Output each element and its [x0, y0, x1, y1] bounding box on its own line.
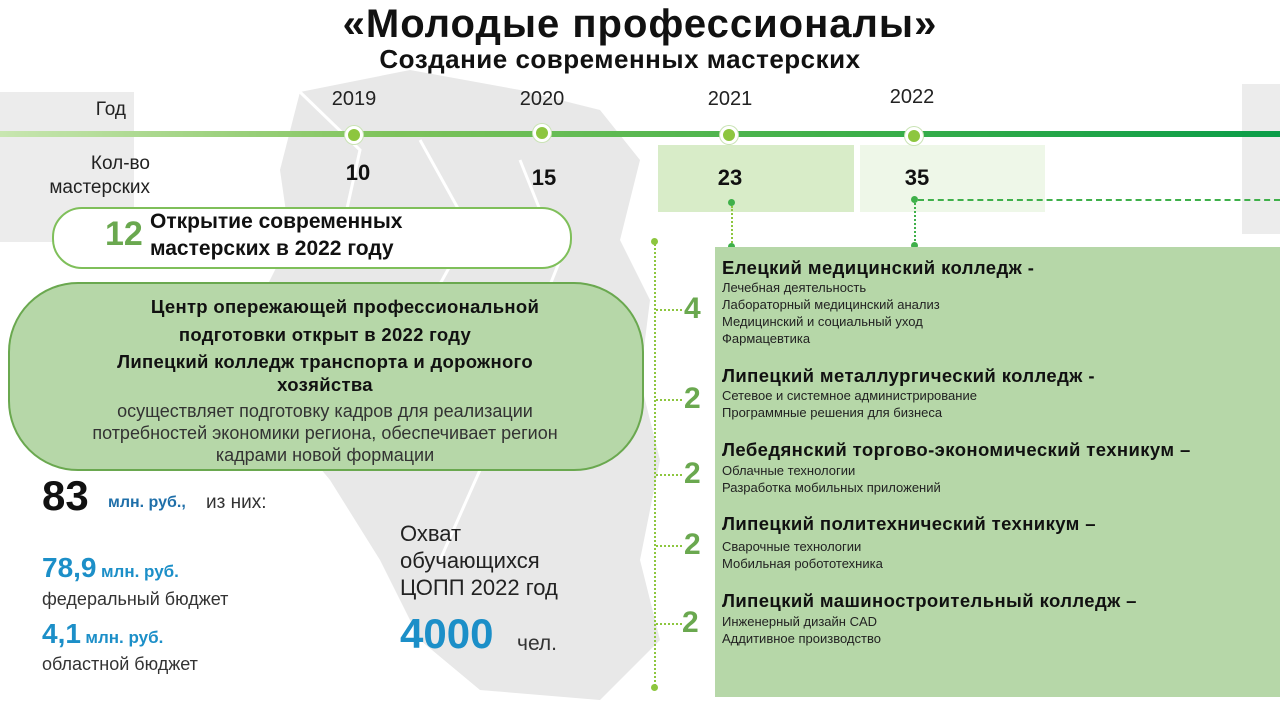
year-2020: 2020	[519, 88, 565, 110]
branch-count-2: 2	[684, 382, 701, 415]
branch-count-3: 2	[684, 457, 701, 490]
college-5-item-2: Аддитивное производство	[722, 631, 881, 646]
count-row-label	[10, 152, 150, 200]
count-row-label-line1: Кол-во	[90, 153, 150, 174]
college-3-title: Лебедянский торгово-экономический техникум –	[722, 439, 1191, 460]
coverage-line1: Охват	[400, 521, 462, 546]
timeline-dot-2021	[720, 126, 738, 144]
funding-regional	[42, 618, 163, 650]
college-3-item-2: Разработка мобильных приложений	[722, 480, 941, 495]
funding-total: 83	[42, 472, 89, 519]
opening-text-line2: мастерских в 2022 году	[150, 237, 394, 260]
year-2022: 2022	[889, 86, 935, 108]
college-5-item-1: Инженерный дизайн CAD	[722, 614, 878, 629]
funding-regional-unit: млн. руб.	[85, 628, 164, 647]
count-2020: 15	[531, 165, 557, 190]
funding-regional-caption: областной бюджет	[42, 654, 198, 674]
branch-tick-3	[656, 474, 682, 476]
branch-count-4: 2	[684, 528, 701, 561]
count-2022: 35	[904, 165, 930, 190]
college-2-item-1: Сетевое и системное администрирование	[722, 388, 977, 403]
connector-dot-2022-top	[911, 196, 918, 203]
connector-2022-horizontal	[918, 199, 1280, 201]
year-row-label: Год	[95, 99, 126, 120]
branch-tick-4	[656, 545, 682, 547]
page-subtitle: Создание современных мастерских	[379, 44, 861, 74]
timeline-dot-2022	[905, 127, 923, 145]
opening-text	[150, 208, 402, 262]
funding-federal-value: 78,9	[42, 552, 97, 583]
coverage-line2: обучающихся	[400, 548, 540, 573]
timeline-dot-2019	[345, 126, 363, 144]
page-title: «Молодые профессионалы»	[342, 2, 938, 46]
funding-federal-unit: млн. руб.	[100, 562, 179, 581]
college-4-item-1: Сварочные технологии	[722, 539, 862, 554]
branch-tick-1	[656, 309, 682, 311]
connector-2022-vertical	[914, 203, 916, 245]
copp-line6: потребностей экономики региона, обеспечивает регион	[92, 423, 558, 443]
college-2-title: Липецкий металлургический колледж -	[722, 365, 1095, 386]
college-3-item-1: Облачные технологии	[722, 463, 856, 478]
funding-total-unit: млн. руб.,	[108, 494, 186, 511]
coverage-unit: чел.	[517, 632, 558, 655]
connector-dot-2021-top	[728, 199, 735, 206]
opening-text-line1: Открытие современных	[150, 210, 403, 233]
college-1-item-3: Медицинский и социальный уход	[722, 314, 923, 329]
branch-line-top-dot	[651, 238, 658, 245]
college-1-item-1: Лечебная деятельность	[722, 280, 867, 295]
funding-federal-caption: федеральный бюджет	[42, 589, 229, 609]
coverage-value: 4000	[400, 610, 494, 657]
funding-federal	[42, 552, 179, 584]
college-1-title: Елецкий медицинский колледж -	[722, 257, 1035, 278]
copp-line4: хозяйства	[277, 374, 373, 395]
copp-line5: осуществляет подготовку кадров для реализации	[117, 401, 533, 421]
branch-tick-2	[656, 399, 682, 401]
copp-line1: Центр опережающей профессиональной	[150, 296, 540, 317]
college-1-item-2: Лабораторный медицинский анализ	[722, 297, 940, 312]
connector-2021	[731, 206, 733, 246]
branch-count-1: 4	[684, 292, 701, 325]
timeline-line	[0, 131, 1280, 137]
college-2-item-2: Программные решения для бизнеса	[722, 405, 943, 420]
branch-tick-5	[656, 623, 682, 625]
count-2021: 23	[717, 165, 743, 190]
branch-line-bottom-dot	[651, 684, 658, 691]
coverage-line3: ЦОПП 2022 год	[400, 575, 558, 600]
college-1-item-4: Фармацевтика	[722, 331, 811, 346]
opening-number: 12	[105, 215, 143, 253]
copp-line3: Липецкий колледж транспорта и дорожного	[117, 351, 533, 372]
coverage-text	[400, 520, 558, 601]
count-2019: 10	[345, 160, 371, 185]
year-2021: 2021	[707, 88, 753, 110]
copp-line7: кадрами новой формации	[215, 445, 435, 465]
college-5-title: Липецкий машиностроительный колледж –	[722, 590, 1137, 611]
year-2019: 2019	[331, 88, 377, 110]
branch-count-5: 2	[682, 606, 699, 639]
funding-regional-value: 4,1	[42, 618, 81, 649]
count-row-label-line2: мастерских	[49, 177, 150, 198]
funding-total-suffix: из них:	[206, 492, 267, 513]
college-4-item-2: Мобильная робототехника	[722, 556, 883, 571]
college-4-title: Липецкий политехнический техникум –	[722, 513, 1096, 534]
timeline-dot-2020	[533, 124, 551, 142]
copp-line2: подготовки открыт в 2022 году	[178, 324, 472, 345]
